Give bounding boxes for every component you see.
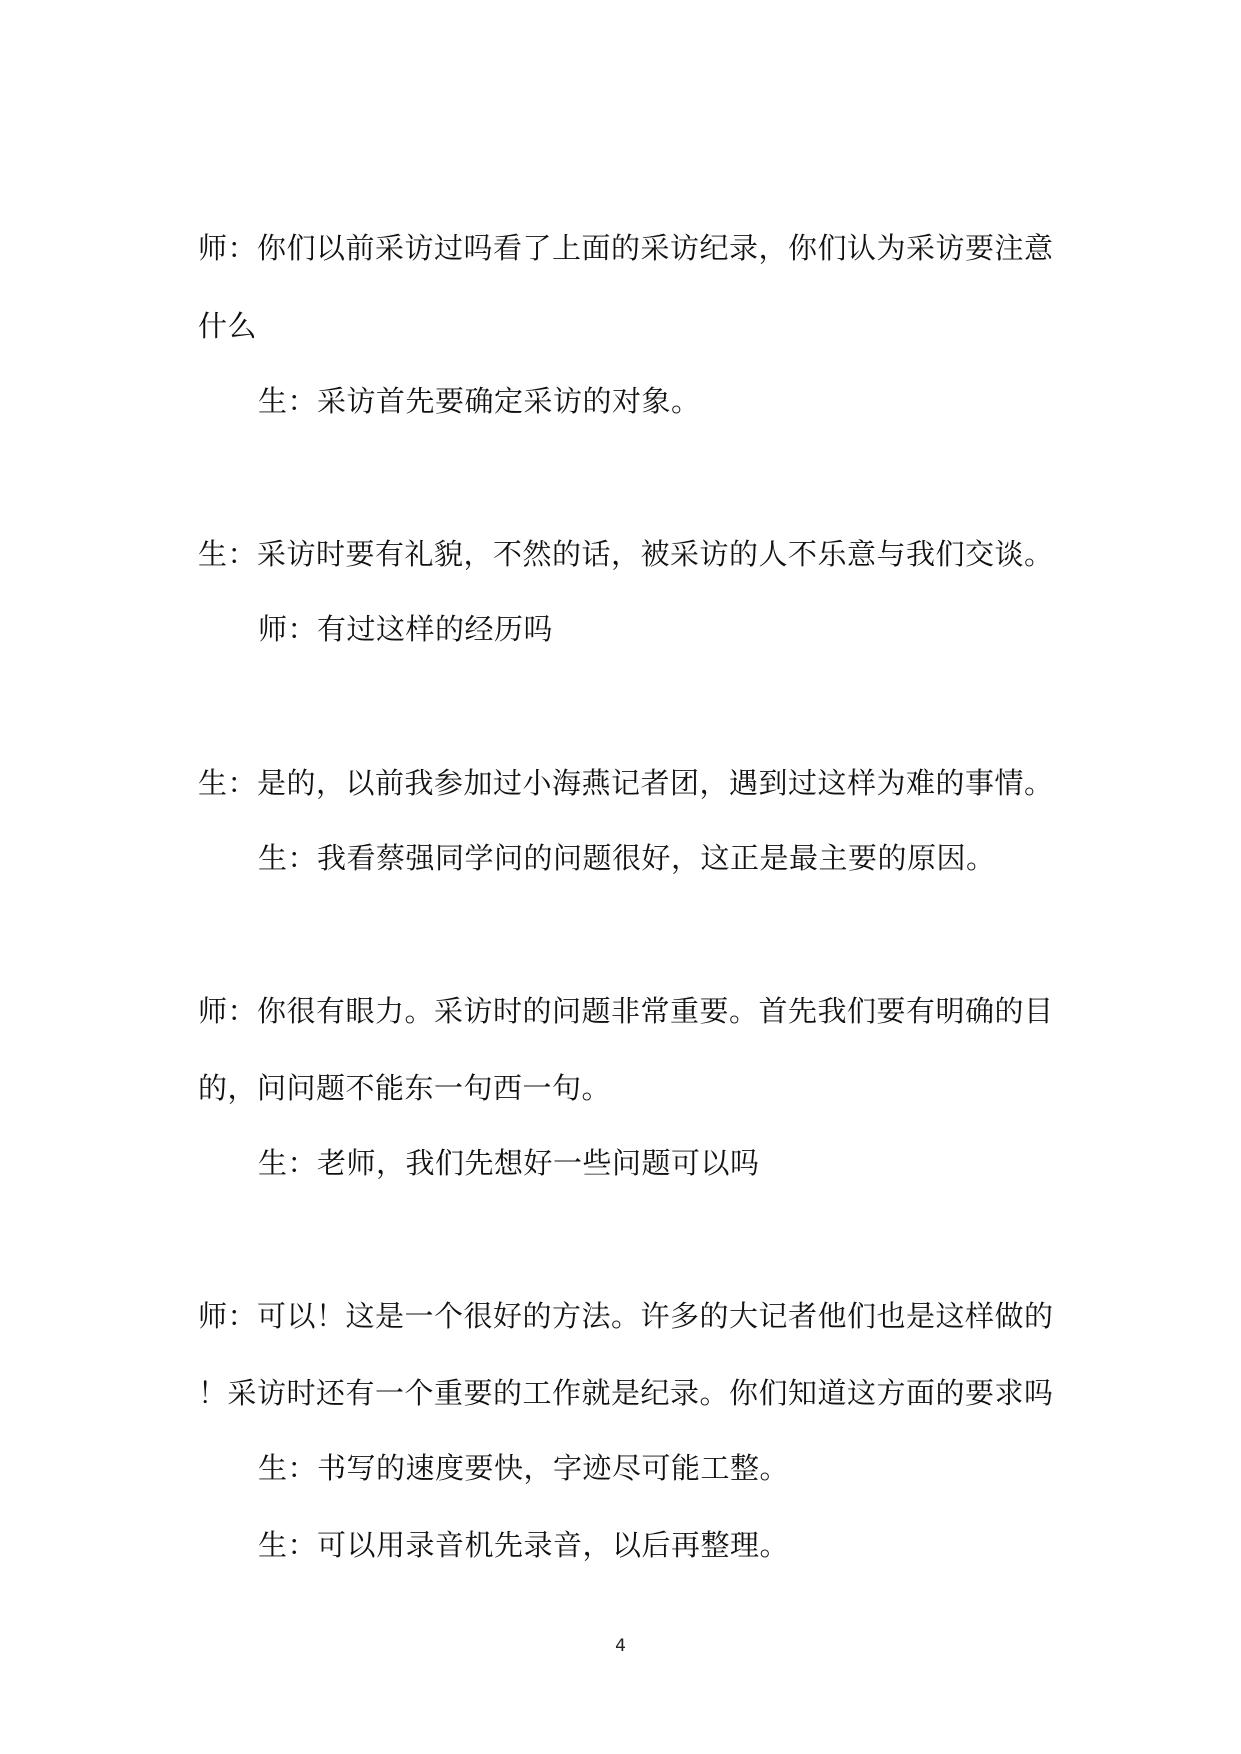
dialogue-line: 什么	[198, 309, 258, 343]
dialogue-line: ！采访时还有一个重要的工作就是纪录。你们知道这方面的要求吗	[198, 1376, 1054, 1410]
dialogue-line: 师：可以！这是一个很好的方法。许多的大记者他们也是这样做的	[198, 1299, 1054, 1333]
dialogue-line: 生：我看蔡强同学问的问题很好，这正是最主要的原因。	[258, 841, 996, 875]
dialogue-line: 生：老师，我们先想好一些问题可以吗	[258, 1146, 760, 1180]
dialogue-line: 生：采访首先要确定采访的对象。	[258, 384, 701, 418]
dialogue-line: 生：书写的速度要快，字迹尽可能工整。	[258, 1451, 790, 1485]
page-number: 4	[615, 1636, 626, 1656]
dialogue-line: 生：可以用录音机先录音，以后再整理。	[258, 1528, 790, 1562]
dialogue-line: 的，问问题不能东一句西一句。	[198, 1071, 612, 1105]
dialogue-line: 生：采访时要有礼貌，不然的话，被采访的人不乐意与我们交谈。	[198, 537, 1054, 571]
dialogue-line: 师：你很有眼力。采访时的问题非常重要。首先我们要有明确的目	[198, 994, 1054, 1028]
dialogue-line: 师：有过这样的经历吗	[258, 612, 554, 646]
dialogue-line: 师：你们以前采访过吗看了上面的采访纪录，你们认为采访要注意	[198, 231, 1054, 265]
dialogue-line: 生：是的，以前我参加过小海燕记者团，遇到过这样为难的事情。	[198, 766, 1054, 800]
